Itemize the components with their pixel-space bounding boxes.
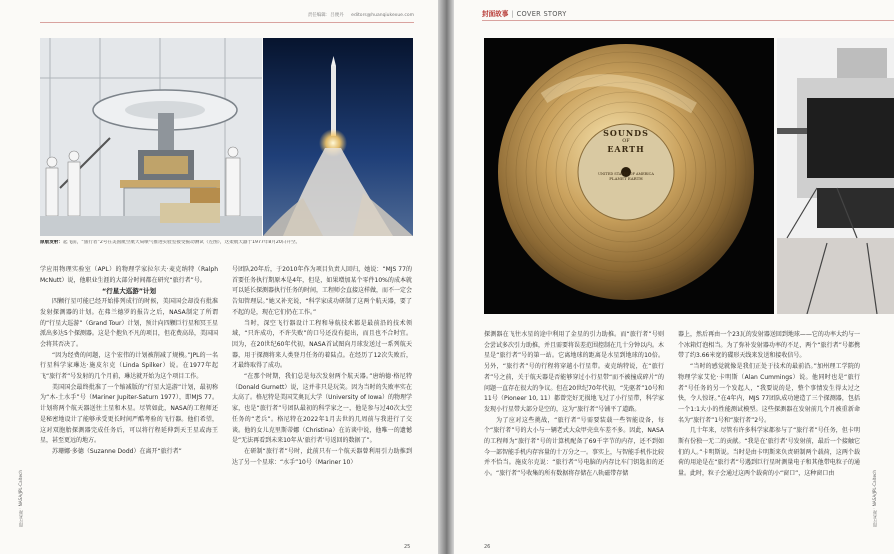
spacecraft-photo — [777, 38, 894, 314]
page-header — [302, 12, 414, 18]
paragraph: 号团队20年后，于2010年作为项目负责人回归，她说：“MJS 77的首要任务执行期原本是4年，但是，如果增加某个零件10%的成本就可以延长探测器执行任务的时间，工程师会直接这样做，而不一定会告知管理层。”她又补充说，“科学家成功研制了这两个航天器，要了不起的是，现在它们仍在工作。” — [232, 266, 413, 316]
record-label-line: SOUNDS — [603, 128, 649, 138]
page-number: 26 — [484, 544, 491, 550]
paragraph: 四颗行星可能已经开始排列成行的时候，美国国会却没有批准发射探测器的计划。在弗兰德罗的报告之后，NASA制定了所谓的“行星大巡游”（Grand Tour）计划，预计向四颗巨行星和冥王星派出多达5个探测器。这是个抱负不凡的项目，但花费高昂，美国国会将其否决了。 — [40, 298, 218, 348]
left-column-1 — [40, 265, 218, 458]
paragraph: 探测器在飞往水星的途中利用了金星的引力助推。而“旅行者”号则会尝试多次引力助推，并且需要将误差范围控制在几十分钟以内。木星是“旅行者”号的第一站。它离地球的距离是水星到地球的10倍。另外，“旅行者”号的行程将穿越小行星带。麦克纳特说，在“旅行者”号之前，关于航天器是否能够穿过小行星带“而不被撞成碎片”的问题一直存在很大的争议。但在20世纪70年代初，“先驱者”10号和11号（Pioneer 10, 11）都曾完好无损地飞过了小行星带，科学家发现小行星带大部分是空的，这为“旅行者”号铺平了道路。 — [484, 331, 665, 413]
record-label — [578, 128, 674, 181]
section-tag-cn: 封面故事 — [482, 10, 509, 18]
paragraph: 苏珊娜·多德（Suzanne Dodd）在离开“旅行者” — [52, 447, 182, 455]
editor-credit: 责任编辑：吕便丹 — [307, 13, 344, 18]
paragraph: “当时的感觉就像是我们正处于技术的最前沿。”加州理工学院的物理学家艾伦·卡明斯（Alan Cummings）说。他同时也是“旅行者”号任务的另一个发起人，“我要说的是，整个事情发生得太过之快，令人惊讶。”在4年内，MJS 77团队成功建造了三个探测器，包括一个1:1大小的性能测试模型。这些探测器在发射前几个月被重新命名为“旅行者”1号和“旅行者”2号。 — [678, 363, 860, 424]
editor-email: editors@huanqiukexue.com — [351, 13, 414, 18]
paragraph: 当时，深空飞行器设计工程和导航技术都是最前沿的技术领域，“只许成功，不许失败”的口号还没有提出，而且也不合时宜。因为，在20世纪60年代初，NASA首试图向月球发送过一系列航天器，用于探测将来人类登月任务的着陆点。在经历了12次失败后，才最终取得了成功。 — [232, 319, 412, 370]
section-heading: “行星大巡游”计划 — [101, 287, 157, 296]
paragraph: 为了应对这些挑战，“旅行者”号需要装载一些智能设备，每个“旅行者”号的大小与一辆老式大众甲壳虫车差不多。因此，NASA的工程师为“旅行者”号的计算机配备了69千字节的内存，还不到如今一部智能手机内存容量的十万分之一。事实上，与智能手机作比较并不恰当。施皮尔克说：“旅行者”号电脑的内存比车门钥匙扣的还小。“旅行者”号收集的所有数据将存储在八轨磁带存储 — [484, 416, 665, 478]
page-number: 25 — [404, 544, 411, 550]
paragraph: 学应用物理实验室（APL）的物理学家拉尔夫·麦克纳特（Ralph McNutt）说，他职业生涯的大部分时间都在研究“旅行者”号。 — [40, 266, 218, 284]
section-tag: 封面故事 | COVER STORY — [482, 10, 567, 18]
photo-caption — [40, 240, 414, 246]
image-credit-vertical: 图片来源：NASA/JPL-Caltech — [18, 470, 23, 528]
caption-label: 原版发射： — [40, 240, 63, 245]
paragraph: 几十年来，尽管有许多科学家都参与了“旅行者”号任务，但卡明斯有份独一无二的贡献。“我是在‘旅行者’号发射前，最后一个接触它们的人。”卡明斯说。当时是由卡明斯来负责研制两个载荷，这两个载荷的用途是在“旅行者”号遇到巨行星时测量电子和其他带电粒子的通量。此时，粒子会通过这两个载荷的小“窗口”，这种窗口由 — [678, 427, 860, 478]
left-column-2 — [232, 265, 412, 468]
right-column-2 — [678, 330, 860, 480]
record-label-line: UNITED STATES OF AMERICA — [598, 172, 654, 176]
paragraph: “在那个时期，我们总是每次发射两个航天器。”唐纳德·格尼特（Donald Gurnett）说，这并非只是玩笑。因为当时的失败率实在太高了。格尼特是美国艾奥瓦大学（University of Iowa）的物理学家，也是“旅行者”号团队最初的科学家之一，他是参与过40次太空任务的“老兵”。格尼特在2022年1月去世的几周前与我进行了交谈。他的女儿克里斯蒂娜（Christina）在访谈中说，他唯一的遗憾是“无法再看到未来10年从‘旅行者’号返回的数据了”。 — [232, 373, 412, 445]
rocket-launch-photo — [263, 38, 413, 236]
record-label-line: PLANET EARTH — [609, 176, 643, 181]
paragraph: 器上，然后再由一个23瓦的发射器送回到地球——它的功率大约与一个冰箱灯泡相当。为了弥补发射器功率的不足，两个“旅行者”号都携带了约3.66米宽的碟形天线来发送和接收信号。 — [678, 331, 860, 360]
caption-text: 起飞前，“旅行者”2号在美国航空航天局喷气推进实验室接受振动测试（左图），这架航天器于1977年8月20日升空。 — [62, 240, 301, 245]
paragraph: “因为经费的问题，这个宏伟的计划被削减了规模。”JPL的一名行星科学家琳达·施皮尔克（Linda Spilker）说。在1977年起飞“旅行者”号发射的几个月前，琳达就开始为这个项目工作。 — [40, 351, 218, 381]
section-tag-en: COVER STORY — [516, 10, 567, 18]
image-credit-vertical: 图片来源：NASA/JPL-Caltech — [872, 470, 877, 528]
paragraph: 在研制“旅行者”号时，此前只有一个航天器曾利用引力助推到达了另一个星球：“水手”10号（Mariner 10） — [232, 447, 412, 466]
book-gutter — [438, 0, 454, 554]
golden-record-photo — [484, 38, 774, 314]
header-rule — [40, 22, 414, 23]
record-label-line: OF — [622, 138, 630, 144]
record-label-line: EARTH — [607, 144, 645, 154]
right-column-1 — [484, 330, 664, 480]
paragraph: 美国国会最终批准了一个缩减版的“行星大巡游”计划，最初称为“木-土水手”号（Mariner Jupiter-Saturn 1977），即MJS 77。计划将两个航天器送往土星和木星。尽管如此，NASA的工程师还是秘密地设计了能够承受更长时间严酷考验的飞行器。他们希望，这对双胞胎探测器完成任务后，可以将行程延伸到天王星或海王星，甚至更远的地方。 — [40, 383, 218, 445]
vibration-test-photo — [40, 38, 262, 236]
header-rule — [482, 20, 894, 21]
